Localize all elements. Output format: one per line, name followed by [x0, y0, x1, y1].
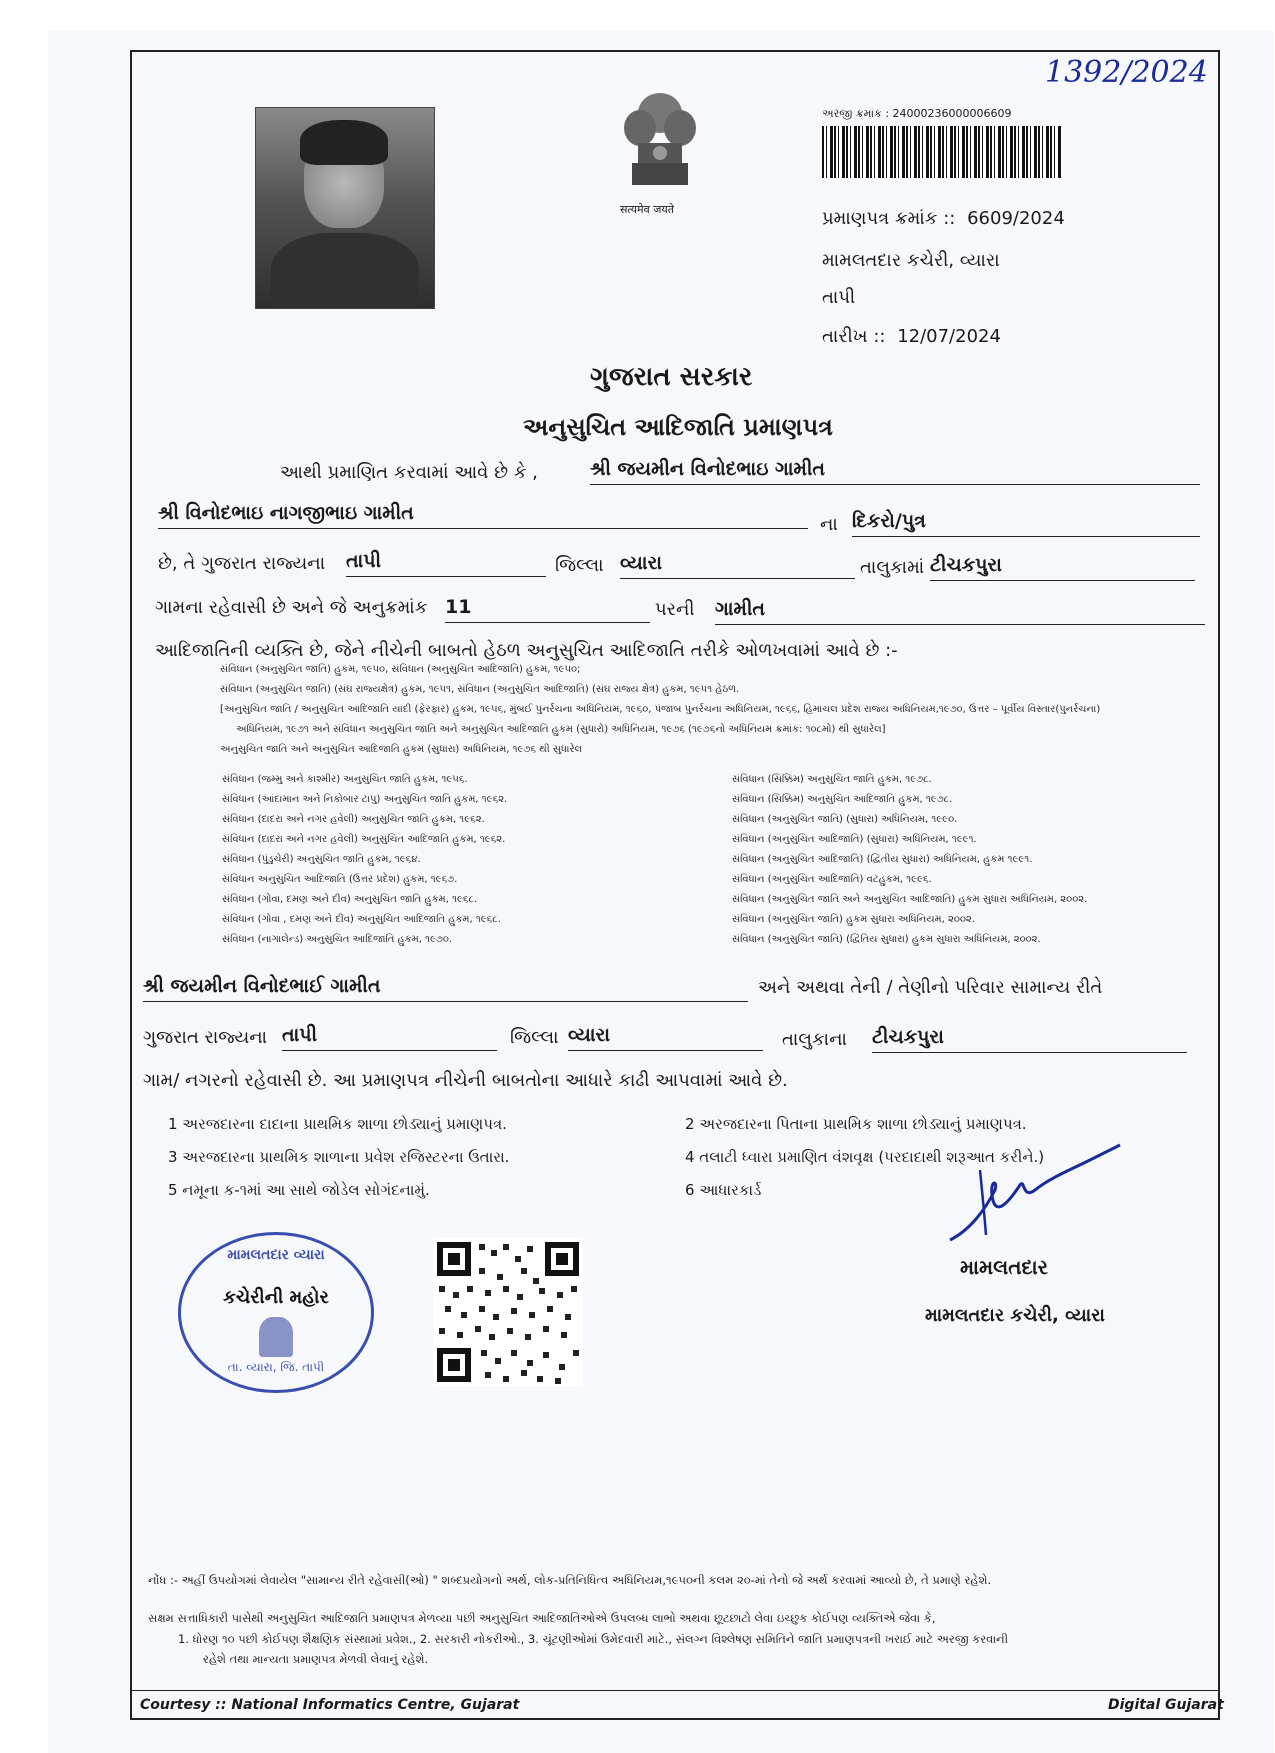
national-emblem-icon: [610, 88, 710, 218]
issue-date: તારીખ :: 12/07/2024: [822, 326, 1001, 347]
legal-item: સંવિધાન (અનુસુચિત આદિજાતિ) (દ્વિતીય સુધારા) અધિનિયમ, હુકમ ૧૯૯૧.: [732, 854, 1033, 865]
taluka-label: તાલુકામાં: [860, 557, 925, 578]
legal-line: અધિનિયમ, ૧૯૭૧ અને સંવિધાન અનુસુચિત જાતિ અને અનુસુચિત આદિજાતિ હુકમ (સુધારો) અધિનિયમ, ૧૯૭૬ (૧૯૭૬નો અધિનિયમ ક્રમાંક: ૧૦૮મો) થી સુધારેલ]: [236, 724, 886, 735]
relation: દિકરો/પુત્ર: [852, 510, 1200, 537]
seal-center-text: કચેરીની મહોર: [223, 1287, 329, 1308]
application-no: અરજી ક્રમાંક : 24000236000006609: [822, 107, 1012, 120]
issuing-office: મામલતદાર કચેરી, વ્યારા: [822, 250, 1000, 271]
legal-item: સંવિધાન (સિક્કિમ) અનુસુચિત આદિજાતિ હુકમ, ૧૯૭૮.: [732, 794, 953, 805]
district-label: જિલ્લા: [555, 555, 604, 576]
qr-code: [433, 1238, 583, 1386]
district-2: તાપી: [282, 1024, 497, 1051]
signature: [940, 1140, 1130, 1264]
note-4: રહેશે તથા માન્યતા પ્રમાણપત્ર મેળવી લેવાનું રહેશે.: [203, 1652, 429, 1666]
seal-top-text: મામલતદાર વ્યારા: [227, 1247, 325, 1263]
applicant-name-2: શ્રી જયમીન વિનોદભાઈ ગામીત: [143, 975, 748, 1002]
tribe: ગામીત: [715, 598, 1205, 625]
legal-line: [અનુસુચિત જાતિ / અનુસુચિત આદિજાતિ યાદી (ફેરફાર) હુકમ, ૧૯૫૬, મુંબઈ પુનર્રચના અધિનિયમ, ૧૯૬૦, પંજાબ પુનર્રચના અધિનિયમ, ૧૯૬૬, હિમાચલ પ્રદેશ રાજ્ય અધિનિયમ,૧૯૭૦, ઉત્તર – પૂર્વીય વિસ્તાર(પુનર્રચના): [220, 704, 1101, 715]
legal-item: સંવિધાન (અનુસુચિત જાતિ) (દ્વિતિય સુધારા) હુકમ સુધારા અધિનિયમ, ૨૦૦૨.: [732, 934, 1041, 945]
legal-item: સંવિધાન (નાગાલેન્ડ) અનુસુચિત આદિજાતિ હુકમ, ૧૯૭૦.: [222, 934, 453, 945]
signatory-title: મામલતદાર: [960, 1255, 1048, 1279]
legal-line: સંવિધાન (અનુસુચિત જાતિ) હુકમ, ૧૯૫૦, સંવિધાન (અનુસુચિત આદિજાતિ) હુકમ, ૧૯૫૦;: [220, 664, 581, 675]
legal-item: સંવિધાન (ગોવા, દમણ અને દીવ) અનુસુચિત જાતિ હુકમ, ૧૯૬૮.: [222, 894, 478, 905]
district-label-2: જિલ્લા: [510, 1027, 559, 1048]
signatory-office: મામલતદાર કચેરી, વ્યારા: [925, 1305, 1105, 1326]
district: તાપી: [346, 550, 546, 577]
na-text: ના: [820, 514, 838, 535]
document-item: 2 અરજદારના પિતાના પ્રાથમિક શાળા છોડ્યાનું પ્રમાણપત્ર.: [685, 1115, 1027, 1133]
document-item: 4 તલાટી ધ્વારા પ્રમાણિત વંશવૃક્ષ (પરદાદાથી શરૂઆત કરીને.): [685, 1148, 1045, 1166]
applicant-photo: [255, 107, 435, 309]
taluka-2: વ્યારા: [568, 1024, 763, 1051]
basis-text: ગામ/ નગરનો રહેવાસી છે. આ પ્રમાણપત્ર નીચેની બાબતોના આધારે કાઢી આપવામાં આવે છે.: [143, 1070, 788, 1091]
certificate-title: અનુસુચિત આદિજાતિ પ્રમાણપત્ર: [523, 413, 833, 441]
state-text: છે, તે ગુજરાત રાજ્યના: [158, 553, 326, 574]
document-item: 6 આધારકાર્ડ: [685, 1181, 762, 1199]
legal-item: સંવિધાન (આંદામાન અને નિકોબાર ટાપુ) અનુસુચિત જાતિ હુકમ, ૧૯૬૨.: [222, 794, 508, 805]
legal-item: સંવિધાન (ગોવા , દમણ અને દીવ) અનુસુચિત આદિજાતિ હુકમ, ૧૯૬૮.: [222, 914, 501, 925]
applicant-name: શ્રી જયમીન વિનોદભાઇ ગામીત: [590, 458, 1200, 485]
footer-divider: [130, 1690, 1220, 1691]
legal-list-right: [732, 770, 1087, 950]
village-2: ટીચકપુરા: [872, 1026, 1187, 1053]
document-item: 5 નમૂના ક-૧માં આ સાથે જોડેલ સોગંદનામું.: [168, 1181, 430, 1199]
note-1: નોંધ :- અહીં ઉપયોગમાં લેવાયેલ "સામાન્ય રીતે રહેવાસી(ઓ) " શબ્દપ્રયોગનો અર્થ, લોક-પ્રતિનિધિત્વ અધિનિયમ,૧૯૫૦ની કલમ ૨૦-માં તેનો જે અર્થ કરવામાં આવ્યો છે, તે પ્રમાણે રહેશે.: [148, 1573, 992, 1587]
legal-item: સંવિધાન (દાદરા અને નગર હવેલી) અનુસુચિત જાતિ હુકમ, ૧૯૬૨.: [222, 814, 485, 825]
taluka: વ્યારા: [620, 552, 855, 579]
certificate-no: પ્રમાણપત્ર ક્રમાંક :: 6609/2024: [822, 208, 1065, 229]
legal-item: સંવિધાન (અનુસુચિત આદિજાતિ) વટહુકમ, ૧૯૯૬.: [732, 874, 932, 885]
village: ટીચકપુરા: [930, 554, 1195, 581]
legal-list-left: [222, 770, 507, 950]
legal-item: સંવિધાન (સિક્કિમ) અનુસુચિત જાતિ હુકમ, ૧૯૭૮.: [732, 774, 932, 785]
seal-emblem-icon: [259, 1317, 293, 1357]
seal-bottom-text: તા. વ્યારા, જિ. તાપી: [227, 1360, 325, 1374]
document-item: 1 અરજદારના દાદાના પ્રાથમિક શાળા છોડ્યાનું પ્રમાણપત્ર.: [168, 1115, 507, 1133]
document-item: 3 અરજદારના પ્રાથમિક શાળાના પ્રવેશ રજિસ્ટરના ઉતારા.: [168, 1148, 510, 1166]
father-name: શ્રી વિનોદભાઇ નાગજીભાઇ ગામીત: [158, 502, 808, 529]
taluka-label-2: તાલુકાના: [782, 1029, 847, 1050]
serial-no: 11: [445, 596, 650, 623]
footer-courtesy: Courtesy :: National Informatics Centre, Gujarat: [140, 1697, 520, 1713]
emblem-motto: सत्यमेव जयते: [620, 203, 675, 216]
legal-item: સંવિધાન (પુંડુચેરી) અનુસુચિત જાતિ હુકમ, ૧૯૬૪.: [222, 854, 421, 865]
legal-item: સંવિધાન (અનુસુચિત જાતિ) (સુધારા) અધિનિયમ, ૧૯૯૦.: [732, 814, 958, 825]
note-2: સક્ષમ સત્તાધિકારી પાસેથી અનુસુચિત આદિજાતિ પ્રમાણપત્ર મેળવ્યા પછી અનુસુચિત આદિજાતિઓએ ઉપલબ્ધ લાભો અથવા છૂટછાટો લેવા ઇચ્છુક કોઈપણ વ્યક્તિએ જેવા કે,: [148, 1611, 936, 1625]
legal-item: સંવિધાન (દાદરા અને નગર હવેલી) અનુસુચિત આદિજાતિ હુકમ, ૧૯૬૨.: [222, 834, 506, 845]
legal-item: સંવિધાન (અનુસુચિત જાતિ અને અનુસુચિત આદિજાતિ) હુકમ સુધારા અધિનિયમ, ૨૦૦૨.: [732, 894, 1088, 905]
state-text-2: ગુજરાત રાજ્યના: [143, 1027, 268, 1048]
legal-item: સંવિધાન (અનુસુચિત આદિજાતિ) (સુધારા) અધિનિયમ, ૧૯૯૧.: [732, 834, 977, 845]
of-text: પરની: [655, 599, 695, 620]
intro-text: આથી પ્રમાણિત કરવામાં આવે છે કે ,: [280, 462, 538, 483]
office-seal: [178, 1232, 374, 1393]
header-district: તાપી: [822, 287, 856, 308]
tribe-sentence: આદિજાતિની વ્યક્તિ છે, જેને નીચેની બાબતો હેઠળ અનુસુચિત આદિજાતિ તરીકે ઓળખવામાં આવે છે :-: [155, 640, 898, 661]
legal-item: સંવિધાન (જમ્મુ અને કાશ્મીર) અનુસુચિત જાતિ હુકમ, ૧૯૫૬.: [222, 774, 468, 785]
legal-item: સંવિધાન (અનુસુચિત જાતિ) હુકમ સુધારા અધિનિયમ, ૨૦૦૨.: [732, 914, 975, 925]
legal-line: અનુસુચિત જાતિ અને અનુસુચિત આદિજાતિ હુકમ (સુધારા) અધિનિયમ, ૧૯૭૬ થી સુધારેલ: [220, 744, 583, 755]
footer-digital-gujarat: Digital Gujarat: [1108, 1697, 1224, 1713]
barcode: [822, 126, 1062, 178]
family-text: અને અથવા તેની / તેણીનો પરિવાર સામાન્ય રીતે: [758, 977, 1103, 998]
legal-line: સંવિધાન (અનુસુચિત જાતિ) (સંઘ રાજ્યક્ષેત્ર) હુકમ, ૧૯૫૧, સંવિધાન (અનુસુચિત આદિજાતિ) (સંઘ રાજ્ય ક્ષેત્ર) હુકમ, ૧૯૫૧ હેઠળ.: [220, 684, 740, 695]
handwritten-number: 1392/2024: [1045, 55, 1208, 90]
resident-text: ગામના રહેવાસી છે અને જે અનુક્રમાંક: [155, 597, 428, 618]
legal-item: સંવિધાન અનુસુચિત આદિજાતિ (ઉત્તર પ્રદેશ) હુકમ, ૧૯૬૭.: [222, 874, 458, 885]
note-3: 1. ધોરણ ૧૦ પછી કોઈપણ શૈક્ષણિક સંસ્થામાં પ્રવેશ., 2. સરકારી નોકરીઓ., 3. ચૂંટણીઓમાં ઉમેદવારી માટે., સંલગ્ન વિશ્લેષણ સમિતિને જાતિ પ્રમાણપત્રની ખરાઈ માટે અરજી કરવાની: [178, 1632, 1009, 1646]
legal-block: [220, 660, 1100, 760]
gov-title: ગુજરાત સરકાર: [590, 362, 753, 392]
